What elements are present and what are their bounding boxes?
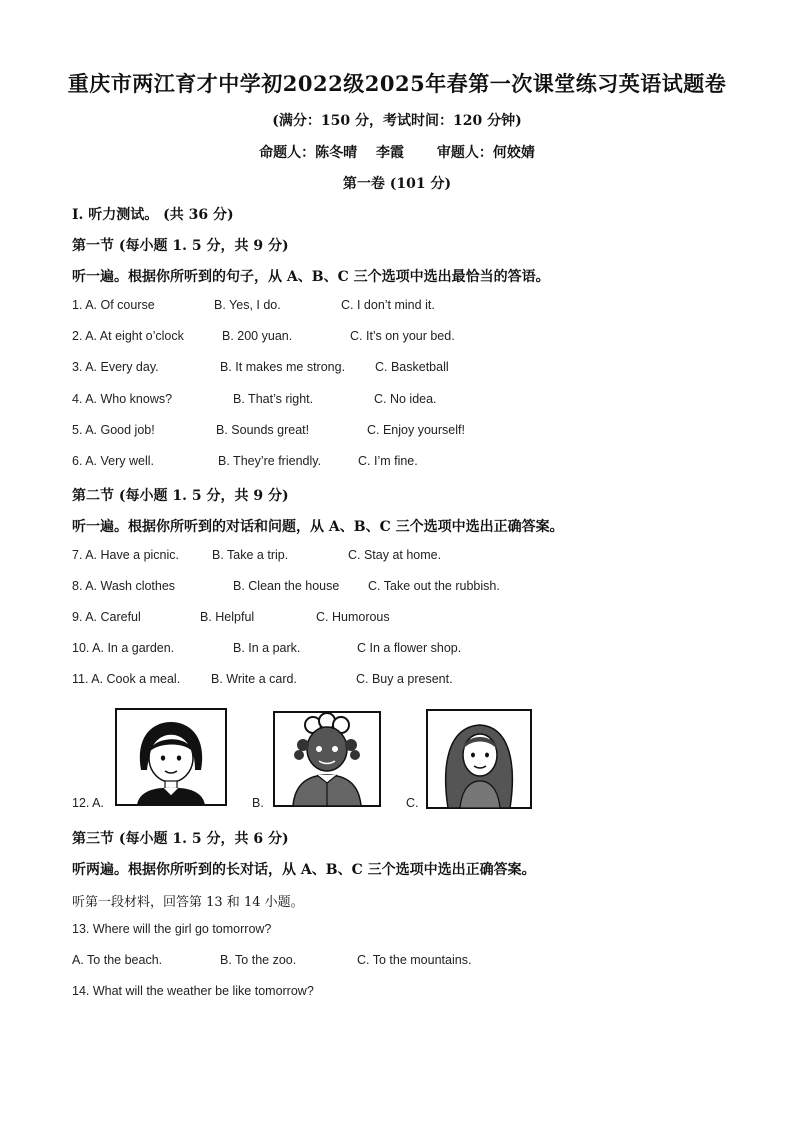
- q13-option-c: C. To the mountains.: [357, 953, 472, 967]
- q9-option-a: 9. A. Careful: [72, 610, 141, 624]
- q14-question: 14. What will the weather be like tomorrow?: [72, 984, 314, 998]
- q11-option-b: B. Write a card.: [211, 672, 297, 686]
- q7-option-a: 7. A. Have a picnic.: [72, 548, 180, 562]
- q12-label-c: C.: [406, 796, 419, 810]
- q13-option-b: B. To the zoo.: [220, 953, 297, 967]
- picture-long-hair-girl: [426, 709, 534, 809]
- q4-option-a: 4. A. Who knows?: [72, 392, 173, 406]
- q8-option-c: C. Take out the rubbish.: [368, 579, 500, 593]
- picture-curly-hair-girl: [273, 711, 381, 807]
- q2-option-a: 2. A. At eight o’clock: [72, 329, 184, 343]
- q11-option-a: 11. A. Cook a meal.: [72, 672, 181, 686]
- q4-option-b: B. That’s right.: [233, 392, 314, 406]
- q2-option-b: B. 200 yuan.: [222, 329, 293, 343]
- q7-option-b: B. Take a trip.: [212, 548, 289, 562]
- q3-option-a: 3. A. Every day.: [72, 360, 159, 374]
- material-note: 听第一段材料，回答第 13 和 14 小题。: [72, 895, 304, 910]
- part2-instruction: 听一遍。根据你所听到的对话和问题，从 A、B、C 三个选项中选出正确答案。: [72, 519, 564, 535]
- q6-option-c: C. I’m fine.: [358, 454, 418, 468]
- q1-option-c: C. I don’t mind it.: [341, 298, 435, 312]
- q12-label-a: 12. A.: [72, 796, 104, 810]
- section-title: I. 听力测试。 (共 36 分): [72, 207, 234, 223]
- q3-option-b: B. It makes me strong.: [220, 360, 346, 374]
- q5-option-b: B. Sounds great!: [216, 423, 310, 437]
- part2-heading: 第二节 (每小题 1. 5 分，共 9 分): [72, 488, 289, 504]
- q3-option-c: C. Basketball: [375, 360, 449, 374]
- q11-option-c: C. Buy a present.: [356, 672, 453, 686]
- q7-option-c: C. Stay at home.: [348, 548, 442, 562]
- part3-instruction: 听两遍。根据你所听到的长对话，从 A、B、C 三个选项中选出正确答案。: [72, 862, 536, 878]
- q5-option-a: 5. A. Good job!: [72, 423, 155, 437]
- part3-heading: 第三节 (每小题 1. 5 分，共 6 分): [72, 831, 289, 847]
- q9-option-c: C. Humorous: [316, 610, 390, 624]
- q2-option-c: C. It’s on your bed.: [350, 329, 455, 343]
- q9-option-b: B. Helpful: [200, 610, 255, 624]
- q8-option-b: B. Clean the house: [233, 579, 340, 593]
- q6-option-a: 6. A. Very well.: [72, 454, 154, 468]
- q13-question: 13. Where will the girl go tomorrow?: [72, 922, 272, 936]
- score-info: (满分：150 分，考试时间：120 分钟): [272, 113, 522, 129]
- part1-heading: 第一节 (每小题 1. 5 分，共 9 分): [72, 238, 289, 254]
- q1-option-b: B. Yes, I do.: [214, 298, 281, 312]
- q4-option-c: C. No idea.: [374, 392, 437, 406]
- q1-option-a: 1. A. Of course: [72, 298, 155, 312]
- picture-short-hair-girl: [115, 708, 227, 806]
- q10-option-a: 10. A. In a garden.: [72, 641, 175, 655]
- q13-option-a: A. To the beach.: [72, 953, 163, 967]
- q12-label-b: B.: [252, 796, 264, 810]
- q10-option-b: B. In a park.: [233, 641, 301, 655]
- q10-option-c: C In a flower shop.: [357, 641, 462, 655]
- q8-option-a: 8. A. Wash clothes: [72, 579, 176, 593]
- q5-option-c: C. Enjoy yourself!: [367, 423, 465, 437]
- authors-line: 命题人：陈冬晴 李霞 审题人：何姣婧: [259, 145, 535, 161]
- q6-option-b: B. They’re friendly.: [218, 454, 322, 468]
- exam-title: 重庆市两江育才中学初2022级2025年春第一次课堂练习英语试题卷: [67, 71, 727, 96]
- volume-heading: 第一卷 (101 分): [342, 176, 452, 192]
- part1-instruction: 听一遍。根据你所听到的句子，从 A、B、C 三个选项中选出最恰当的答语。: [72, 269, 550, 285]
